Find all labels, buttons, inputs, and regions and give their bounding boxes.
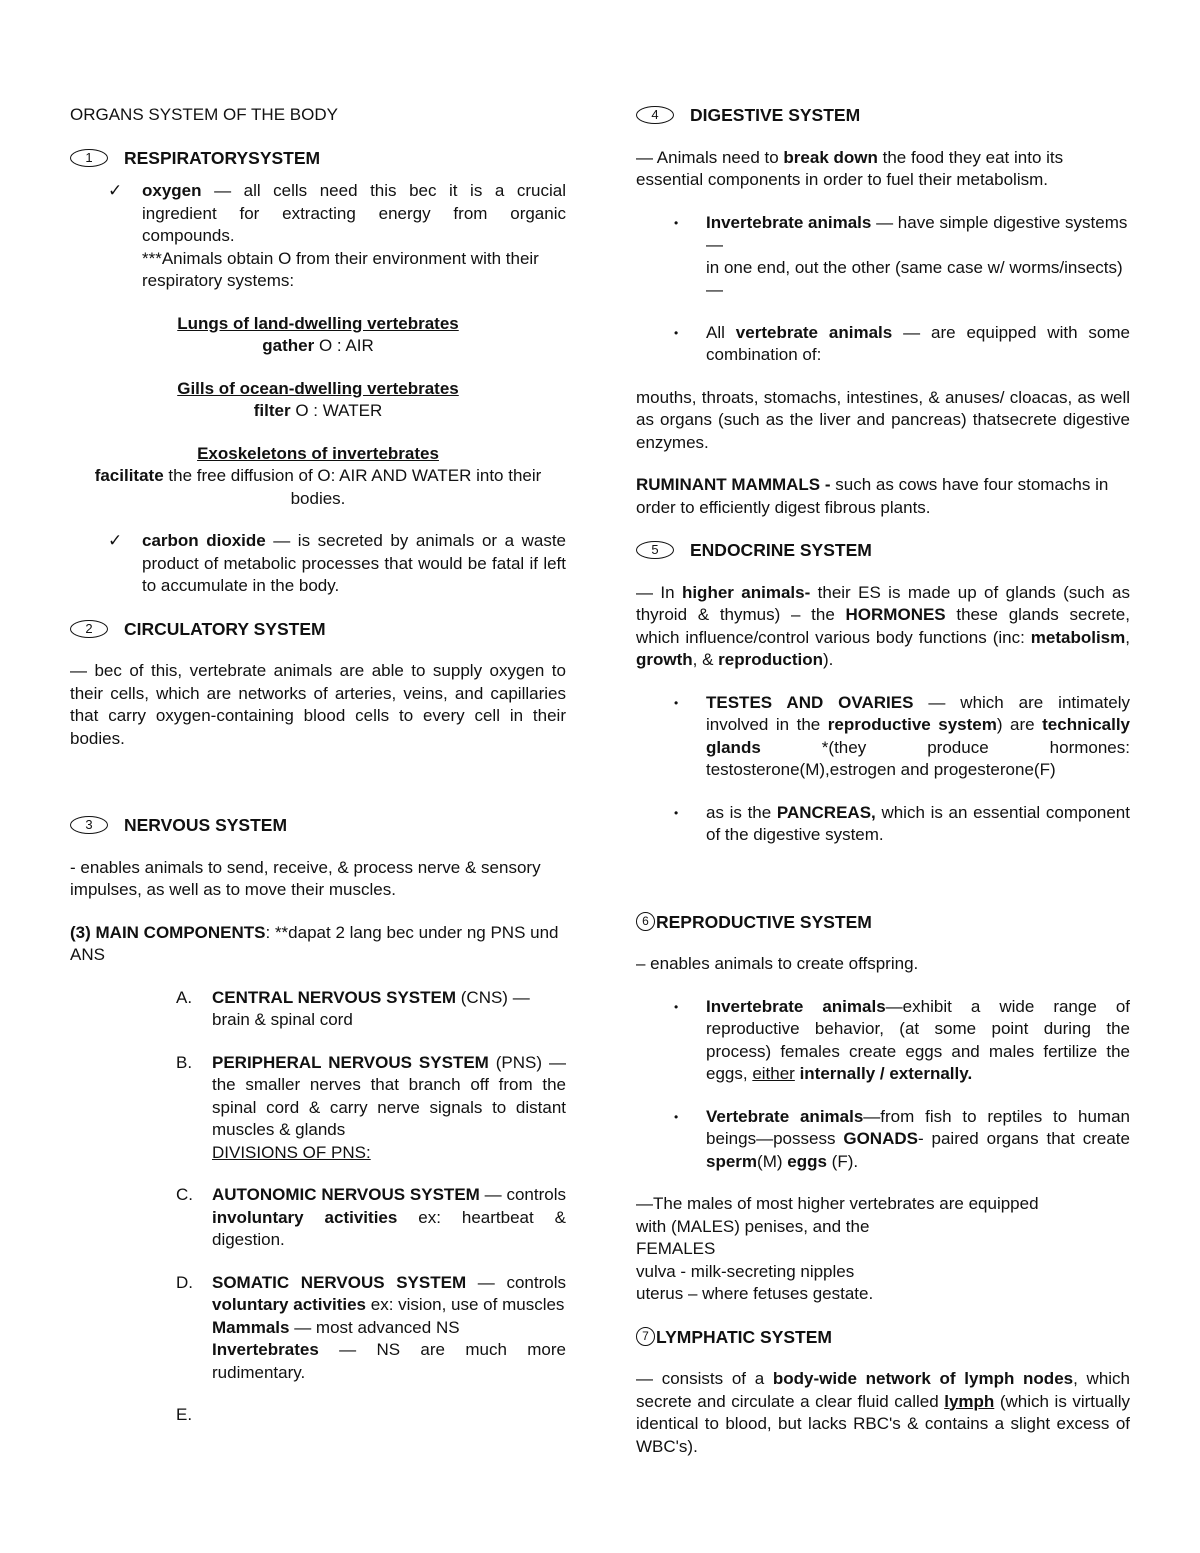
number-7-icon: 7 bbox=[636, 1327, 655, 1346]
component-c: C. AUTONOMIC NERVOUS SYSTEM — controls involuntary activities ex: heartbeat & digestion. bbox=[176, 1185, 566, 1249]
oxygen-note: ***Animals obtain O from their environment with their respiratory systems: bbox=[142, 248, 539, 290]
reproductive-intro: – enables animals to create offspring. bbox=[636, 954, 919, 973]
vulva-line: vulva - milk-secreting nipples bbox=[636, 1261, 855, 1281]
bullet-icon: • bbox=[674, 1109, 679, 1124]
pancreas-item: • as is the PANCREAS, which is an essential component of the digestive system. bbox=[636, 802, 1130, 847]
bullet-icon: • bbox=[674, 805, 679, 820]
page-title: ORGANS SYSTEM OF THE BODY bbox=[70, 105, 338, 124]
oxygen-term: oxygen bbox=[142, 181, 202, 200]
nervous-title: NERVOUS SYSTEM bbox=[124, 815, 288, 835]
testes-item: • TESTES AND OVARIES — which are intimately involved in the reproductive system) are technically glands *(they produce hormones: testosterone(M),estrogen and progesterone(F) bbox=[636, 692, 1130, 782]
lymphatic-title: LYMPHATIC SYSTEM bbox=[656, 1326, 832, 1347]
endocrine-title: ENDOCRINE SYSTEM bbox=[690, 540, 872, 560]
nervous-heading bbox=[70, 814, 566, 837]
digestive-vertebrate-item: • All vertebrate animals — are equipped with some combination of: bbox=[636, 322, 1130, 367]
checkmark-icon: ✓ bbox=[108, 181, 123, 200]
ruminant-text: RUMINANT MAMMALS - such as cows have four stomachs in order to efficiently digest fibrous plants. bbox=[636, 475, 1109, 517]
number-1-icon: 1 bbox=[70, 149, 108, 167]
males-line-2: with (MALES) penises, and the bbox=[636, 1216, 870, 1236]
pns-divisions: DIVISIONS OF PNS: bbox=[212, 1142, 371, 1162]
main-components: (3) MAIN COMPONENTS: **dapat 2 lang bec under ng PNS und ANS bbox=[70, 922, 559, 964]
number-4-icon: 4 bbox=[636, 106, 674, 124]
males-line-1: —The males of most higher vertebrates are equipped bbox=[636, 1194, 1039, 1213]
component-a: A. CENTRAL NERVOUS SYSTEM (CNS) — brain & spinal cord bbox=[176, 987, 530, 1029]
reproductive-invertebrate-item: • Invertebrate animals—exhibit a wide range of reproductive behavior, (at some point during the process) females create eggs and males fertilize the eggs, either internally / externally. bbox=[636, 996, 1130, 1086]
bullet-icon: • bbox=[674, 325, 679, 340]
number-6-icon: 6 bbox=[636, 912, 655, 931]
reproductive-heading bbox=[636, 911, 1130, 934]
digestive-intro: — Animals need to break down the food they eat into its essential components in order to fuel their metabolism. bbox=[636, 147, 1064, 189]
lymphatic-heading bbox=[636, 1326, 1130, 1349]
reproductive-title: REPRODUCTIVE SYSTEM bbox=[656, 911, 872, 932]
component-e: E. bbox=[176, 1405, 193, 1424]
digestive-title: DIGESTIVE SYSTEM bbox=[690, 105, 861, 125]
digestive-heading bbox=[636, 104, 1130, 127]
lungs-rest: O : AIR bbox=[314, 336, 374, 355]
bullet-icon: • bbox=[674, 215, 679, 230]
females-label: FEMALES bbox=[636, 1239, 716, 1258]
lungs-verb: gather bbox=[262, 336, 315, 355]
gills-rest: O : WATER bbox=[290, 401, 383, 420]
exo-rest: the free diffusion of O: AIR AND WATER into their bodies. bbox=[163, 466, 542, 508]
co2-item bbox=[70, 530, 566, 598]
oxygen-text: — all cells need this bec it is a crucial ingredient for extracting energy from organic compounds. bbox=[142, 181, 566, 245]
digestive-organs: mouths, throats, stomachs, intestines, & anuses/ cloacas, as well as organs (such as the liver and pancreas) thatsecrete digestive enzymes. bbox=[636, 387, 1130, 452]
bullet-icon: • bbox=[674, 999, 679, 1014]
lungs-heading: Lungs of land-dwelling vertebrates bbox=[177, 313, 459, 333]
component-d: D. SOMATIC NERVOUS SYSTEM — controls voluntary activities ex: vision, use of muscles Mammals — most advanced NS Invertebrates — NS are much more rudimentary. bbox=[176, 1272, 566, 1382]
endocrine-intro: — In higher animals- their ES is made up of glands (such as thyroid & thymus) – the HORMONES these glands secrete, which influence/control various body functions (inc: metabolism, growth, & reproduction). bbox=[636, 582, 1131, 669]
exo-verb: facilitate bbox=[94, 466, 164, 485]
endocrine-heading bbox=[636, 539, 1130, 562]
circulatory-text: — bec of this, vertebrate animals are able to supply oxygen to their cells, which are networks of arteries, veins, and capillaries that carry oxygen-containing blood cells to every cell in their bodies. bbox=[70, 661, 566, 748]
right-column bbox=[636, 104, 1130, 1458]
respiratory-heading bbox=[70, 147, 566, 170]
respiratory-title: RESPIRATORYSYSTEM bbox=[124, 147, 321, 168]
left-column bbox=[70, 104, 566, 1427]
co2-text: — is secreted by animals or a waste product of metabolic processes that would be fatal if left to accumulate in the body. bbox=[142, 531, 566, 595]
co2-term: carbon dioxide bbox=[142, 531, 266, 550]
number-3-icon: 3 bbox=[70, 816, 108, 834]
nervous-intro: - enables animals to send, receive, & process nerve & sensory impulses, as well as to move their muscles. bbox=[70, 857, 541, 899]
gills-heading: Gills of ocean-dwelling vertebrates bbox=[177, 378, 459, 398]
reproductive-vertebrate-item: • Vertebrate animals—from fish to reptiles to human beings—possess GONADS- paired organs that create sperm(M) eggs (F). bbox=[636, 1106, 1130, 1174]
exo-heading: Exoskeletons of invertebrates bbox=[197, 443, 439, 463]
digestive-invertebrate-item: • Invertebrate animals — have simple digestive systems— in one end, out the other (same case w/ worms/insects)— bbox=[636, 212, 1130, 302]
circulatory-heading bbox=[70, 618, 566, 641]
number-5-icon: 5 bbox=[636, 541, 674, 559]
gills-verb: filter bbox=[253, 401, 291, 420]
uterus-line: uterus – where fetuses gestate. bbox=[636, 1284, 874, 1303]
circulatory-title: CIRCULATORY SYSTEM bbox=[124, 618, 326, 639]
lymphatic-text: — consists of a body-wide network of lymph nodes, which secrete and circulate a clear fluid called lymph (which is virtually identical to blood, but lacks RBC's & contains a slight excess of WBC's). bbox=[636, 1369, 1131, 1456]
number-2-icon: 2 bbox=[70, 620, 108, 638]
bullet-icon: • bbox=[674, 695, 679, 710]
checkmark-icon: ✓ bbox=[108, 531, 123, 550]
oxygen-item bbox=[70, 180, 566, 293]
component-b: B. PERIPHERAL NERVOUS SYSTEM (PNS) — the smaller nerves that branch off from the spinal cord & carry nerve signals to distant muscles & glands DIVISIONS OF PNS: bbox=[70, 1052, 566, 1165]
